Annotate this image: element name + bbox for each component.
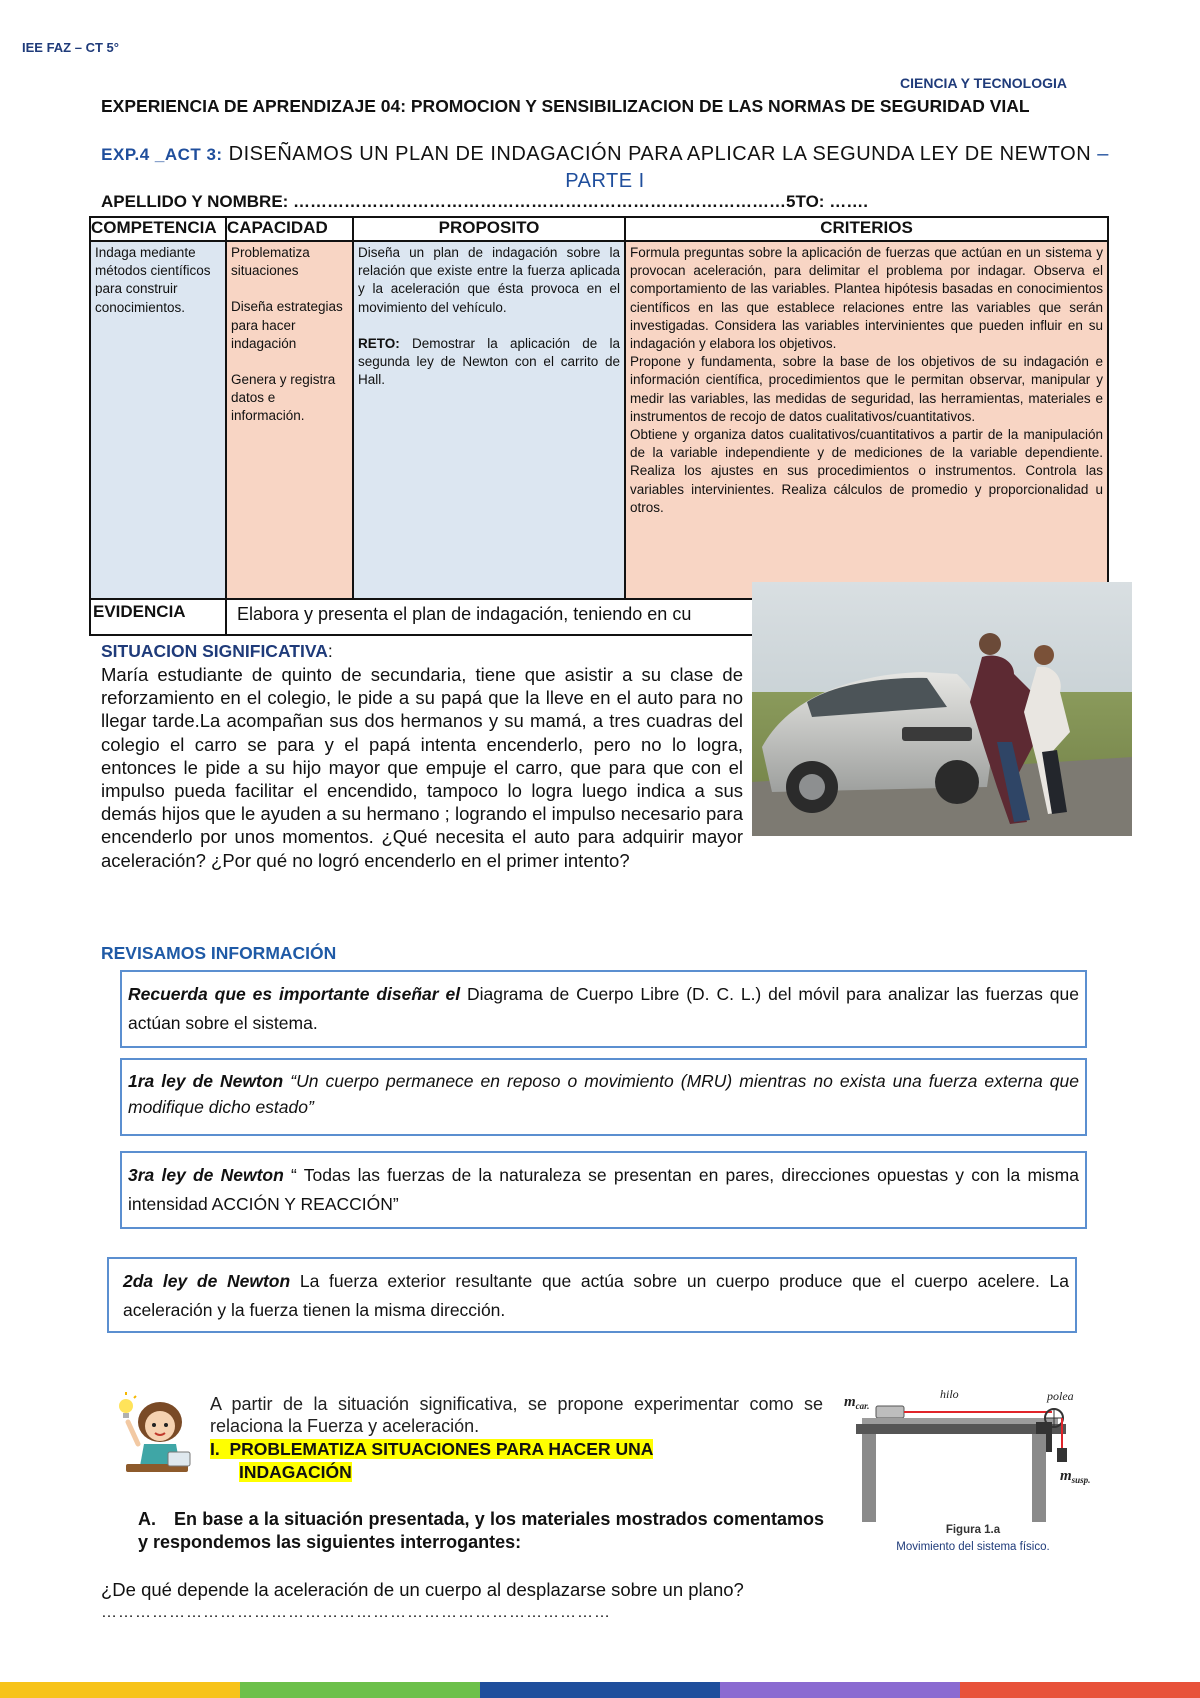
- footer-segment: [960, 1682, 1200, 1698]
- activity-title-text: DISEÑAMOS UN PLAN DE INDAGACIÓN PARA APLICAR LA SEGUNDA LEY DE NEWTON: [222, 143, 1092, 165]
- label-msusp-m: m: [1060, 1468, 1072, 1484]
- cell-competencia: [90, 241, 226, 599]
- header-capacidad: CAPACIDAD: [226, 217, 353, 241]
- info-box-third-law-bold: 3ra ley de Newton: [128, 1165, 284, 1185]
- criterio-item: Propone y fundamenta, sobre la base de los objetivos de su indagación e información científica, procedimientos que le permitan observar, manipular y medir las variables, las medidas de seguridad, las herramientas, materiales e instrumentos de recojo de datos cualitativos/cuantitativos.: [630, 354, 1103, 424]
- evidencia-text: Elabora y presenta el plan de indagación, teniendo en cu: [226, 599, 1108, 635]
- evidencia-label: EVIDENCIA: [90, 599, 226, 635]
- situacion-title: [101, 641, 333, 662]
- situacion-colon: :: [327, 641, 333, 661]
- figure-caption-title: Figura 1.a: [945, 1524, 1001, 1536]
- activity-title: [95, 141, 1115, 194]
- label-polea: polea: [1047, 1389, 1074, 1403]
- heading-line2: INDAGACIÓN: [239, 1462, 352, 1482]
- header-proposito: PROPOSITO: [353, 217, 625, 241]
- label-msusp: [1060, 1468, 1090, 1485]
- proposito-text: Diseña un plan de indagación sobre la relación que existe entre la fuerza aplicada y la aceleración que ésta provoca en el movimiento del vehículo.: [358, 245, 620, 315]
- cell-proposito: [353, 241, 625, 599]
- situacion-title-text: SITUACION SIGNIFICATIVA: [101, 641, 328, 661]
- header-subject: CIENCIA Y TECNOLOGIA: [900, 75, 1067, 91]
- reto-text: Demostrar la aplicación de la segunda ley de Newton con el carrito de Hall.: [358, 335, 620, 388]
- criterio-item: Obtiene y organiza datos cualitativos/cuantitativos a partir de la manipulación de la variable independiente y de mediciones de la variable dependiente. Realiza los ajustes en sus procedimientos o instrumentos. Controla las variables intervinientes. Realiza cálculos de promedio y proporcionalidad u otros.: [630, 427, 1103, 515]
- capacidad-item: Problematiza situaciones: [231, 245, 310, 279]
- activity-part: – PARTE I: [565, 143, 1109, 192]
- photo-wrap-spacer: [743, 663, 1115, 838]
- activity-code: EXP.4 _ACT 3:: [101, 145, 223, 164]
- section-a-text: En base a la situación presentada, y los materiales mostrados comentamos y respondemos las siguientes interrogantes:: [138, 1509, 824, 1552]
- footer-segment: [0, 1682, 240, 1698]
- answer-dots: ………………………………………………………………………………: [101, 1604, 611, 1621]
- student-name-line: APELLIDO Y NOMBRE: ……………………………………………………………………………5TO: …….: [101, 192, 868, 211]
- capacidad-item: Diseña estrategias para hacer indagación: [231, 299, 343, 351]
- info-box-third-law-text: “ Todas las fuerzas de la naturaleza se presentan en pares, direcciones opuestas y con la misma intensidad ACCIÓN Y REACCIÓN”: [128, 1165, 1079, 1214]
- section-a-num: A.: [138, 1509, 156, 1529]
- problematiza-heading: [210, 1438, 823, 1484]
- label-msusp-sub: susp.: [1071, 1475, 1091, 1485]
- competency-table: [89, 216, 1109, 636]
- info-box-second-law: [107, 1257, 1077, 1333]
- footer-segment: [720, 1682, 960, 1698]
- problematiza-intro: A partir de la situación significativa, se propone experimentar como se relaciona la Fuerza y aceleración.: [210, 1394, 823, 1436]
- problematiza-heading-num: [210, 1439, 653, 1459]
- info-box-dcl-bold: Recuerda que es importante diseñar el: [128, 984, 461, 1004]
- header-criterios: CRITERIOS: [625, 217, 1108, 241]
- experience-title: EXPERIENCIA DE APRENDIZAJE 04: PROMOCION Y SENSIBILIZACION DE LAS NORMAS DE SEGURIDAD VIAL: [101, 96, 1030, 116]
- heading-line1: PROBLEMATIZA SITUACIONES PARA HACER UNA: [229, 1439, 654, 1459]
- header-competencia: COMPETENCIA: [90, 217, 226, 241]
- girl-with-lightbulb-icon: [116, 1392, 196, 1478]
- situacion-text: [101, 663, 1115, 872]
- reto-label: RETO:: [358, 335, 400, 351]
- label-hilo: hilo: [940, 1388, 959, 1401]
- info-box-first-law-text: “Un cuerpo permanece en reposo o movimiento (MRU) mientras no exista una fuerza externa que modifique dicho estado”: [128, 1071, 1079, 1117]
- capacidad-item: Genera y registra datos e información.: [231, 372, 336, 424]
- info-box-second-law-text: La fuerza exterior resultante que actúa sobre un cuerpo produce que el cuerpo acelere. La aceleración y la fuerza tienen la misma dirección.: [123, 1271, 1069, 1320]
- info-box-first-law-bold: 1ra ley de Newton: [128, 1071, 284, 1091]
- figure-caption-text: Movimiento del sistema físico.: [896, 1541, 1050, 1553]
- header-school-code: IEE FAZ – CT 5°: [22, 40, 119, 55]
- label-mcar: [844, 1394, 869, 1411]
- criterio-item: Formula preguntas sobre la aplicación de fuerzas que actúan en un sistema y provocan aceleración, para delimitar el problema por indagar. Observa el comportamiento de las variables. Plantea hipótesis basadas en conocimientos científicos en las que establece relaciones entre las variables que serán investigadas. Considera las variables intervinientes que pueden influir en su indagación y elabora los objetivos.: [630, 245, 1103, 352]
- cell-capacidad: [226, 241, 353, 599]
- situacion-paragraph: María estudiante de quinto de secundaria, tiene que asistir a su clase de reforzamiento en el colegio, le pide a su papá que la lleve en el auto para no llegar tarde.La acompañan sus dos hermanos y su mamá, a tres cuadras del colegio el carro se para y el papá intenta encenderlo, pero no lo logra, entonces le pide a su hijo mayor que empuje el carro, que para que con el impulso pueda facilitar el encendido, tampoco lo logra luego indica a sus demás hijos que le ayuden a su hermano ; logrando el impulso necesario para encenderlo por unos momentos. ¿Qué necesita el auto para adquirir mayor aceleración? ¿Por qué no logró encenderlo en el primer intento?: [101, 664, 743, 871]
- footer-color-bar: [0, 1682, 1200, 1698]
- cell-criterios: [625, 241, 1108, 599]
- label-mcar-m: m: [844, 1394, 856, 1410]
- info-box-first-law: [120, 1058, 1087, 1136]
- competencia-text: Indaga mediante métodos científicos para construir conocimientos.: [95, 245, 211, 315]
- heading-num-text: I.: [210, 1439, 220, 1459]
- footer-segment: [240, 1682, 480, 1698]
- footer-segment: [480, 1682, 720, 1698]
- info-box-dcl-text: Diagrama de Cuerpo Libre (D. C. L.) del móvil para analizar las fuerzas que actúan sobre el sistema.: [128, 984, 1079, 1033]
- info-box-dcl: [120, 970, 1087, 1048]
- info-box-second-law-bold: 2da ley de Newton: [123, 1271, 291, 1291]
- hall-cart-diagram: [842, 1388, 1104, 1528]
- student-girl-icon: [116, 1392, 196, 1478]
- info-box-third-law: [120, 1151, 1087, 1229]
- reto-paragraph: [358, 335, 620, 390]
- revisamos-title: REVISAMOS INFORMACIÓN: [101, 943, 337, 963]
- label-mcar-sub: car.: [855, 1401, 870, 1411]
- section-a: [138, 1508, 824, 1554]
- question-text: ¿De qué depende la aceleración de un cuerpo al desplazarse sobre un plano?: [101, 1579, 744, 1600]
